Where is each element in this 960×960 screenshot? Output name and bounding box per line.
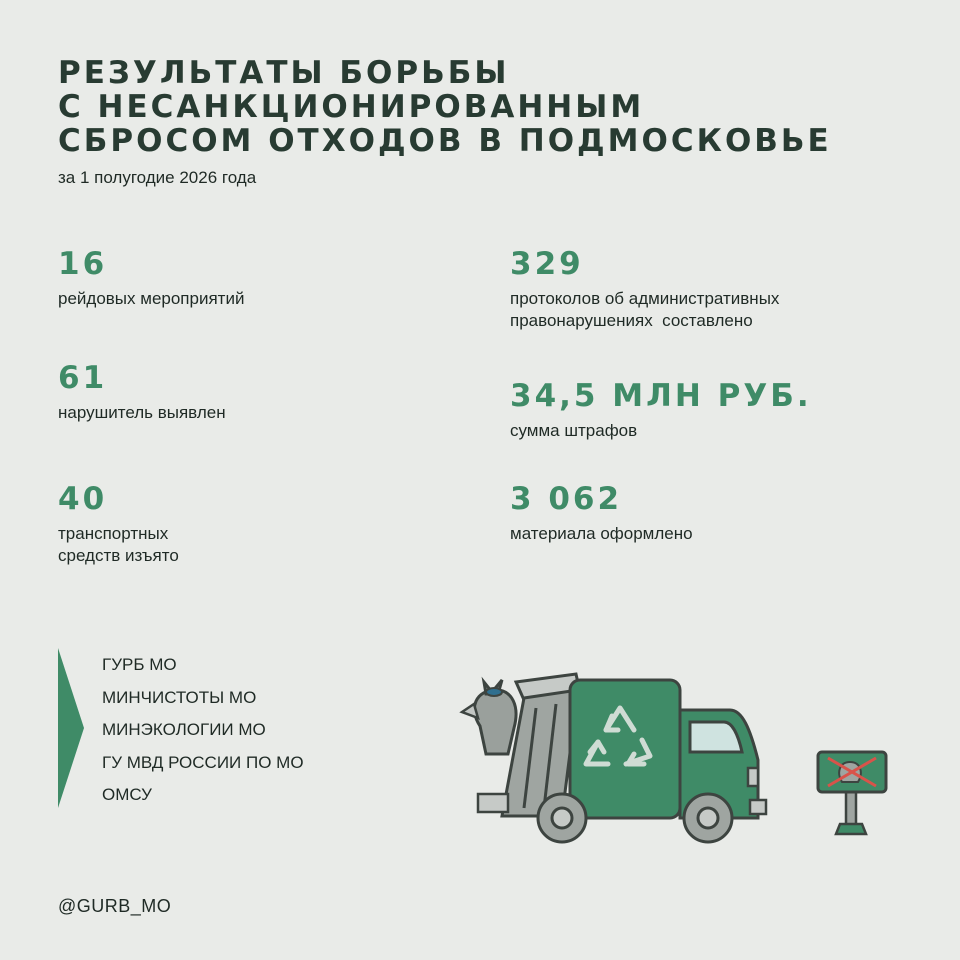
organization-item: ОМСУ bbox=[102, 785, 152, 804]
stat-fines bbox=[510, 378, 812, 442]
stat-label-line: протоколов об административных bbox=[510, 289, 780, 308]
wheel-icon bbox=[684, 794, 732, 842]
stat-violators bbox=[58, 360, 226, 424]
stat-value: 34,5 МЛН РУБ. bbox=[510, 378, 812, 414]
trash-bag-icon bbox=[462, 680, 516, 754]
organization-item: ГУРБ МО bbox=[102, 655, 177, 674]
stat-label bbox=[58, 402, 226, 424]
organization-item: ГУ МВД РОССИИ ПО МО bbox=[102, 752, 304, 772]
stat-value: 329 bbox=[510, 246, 584, 282]
social-handle: @GURB_MO bbox=[58, 896, 172, 916]
no-dumping-sign-icon bbox=[812, 746, 892, 838]
stat-label bbox=[58, 288, 244, 310]
stat-protocols bbox=[510, 246, 779, 332]
organizations-list bbox=[102, 654, 304, 817]
garbage-truck-icon bbox=[458, 668, 770, 846]
title-line-3: СБРОСОМ ОТХОДОВ В ПОДМОСКОВЬЕ bbox=[58, 123, 832, 159]
title-line-1: РЕЗУЛЬТАТЫ БОРЬБЫ bbox=[58, 55, 510, 91]
stat-value: 40 bbox=[58, 481, 108, 517]
stat-label bbox=[58, 523, 179, 567]
stat-label-line: правонарушениях составлено bbox=[510, 311, 753, 330]
stat-value: 61 bbox=[58, 360, 108, 396]
stat-label-line: материала оформлено bbox=[510, 524, 693, 543]
stat-value: 16 bbox=[58, 246, 108, 282]
stat-label-line: средств изъято bbox=[58, 546, 179, 565]
stat-value: 3 062 bbox=[510, 481, 623, 517]
page-title bbox=[58, 56, 832, 158]
title-line-2: С НЕСАНКЦИОНИРОВАННЫМ bbox=[58, 89, 645, 125]
stat-label-line: рейдовых мероприятий bbox=[58, 289, 245, 308]
stat-label bbox=[510, 288, 779, 332]
stat-label bbox=[510, 420, 812, 442]
stat-label-line: нарушитель выявлен bbox=[58, 403, 226, 422]
chevron-arrow-icon bbox=[58, 648, 84, 808]
stat-label-line: сумма штрафов bbox=[510, 421, 638, 440]
stat-label-line: транспортных bbox=[58, 524, 169, 543]
organization-item: МИНЧИСТОТЫ МО bbox=[102, 687, 257, 707]
wheel-icon bbox=[538, 794, 586, 842]
period-subtitle: за 1 полугодие 2026 года bbox=[58, 168, 257, 187]
stat-materials bbox=[510, 481, 693, 545]
stat-raids bbox=[58, 246, 244, 310]
stat-label bbox=[510, 523, 693, 545]
organization-item: МИНЭКОЛОГИИ МО bbox=[102, 720, 266, 739]
stat-vehicles-seized bbox=[58, 481, 179, 567]
